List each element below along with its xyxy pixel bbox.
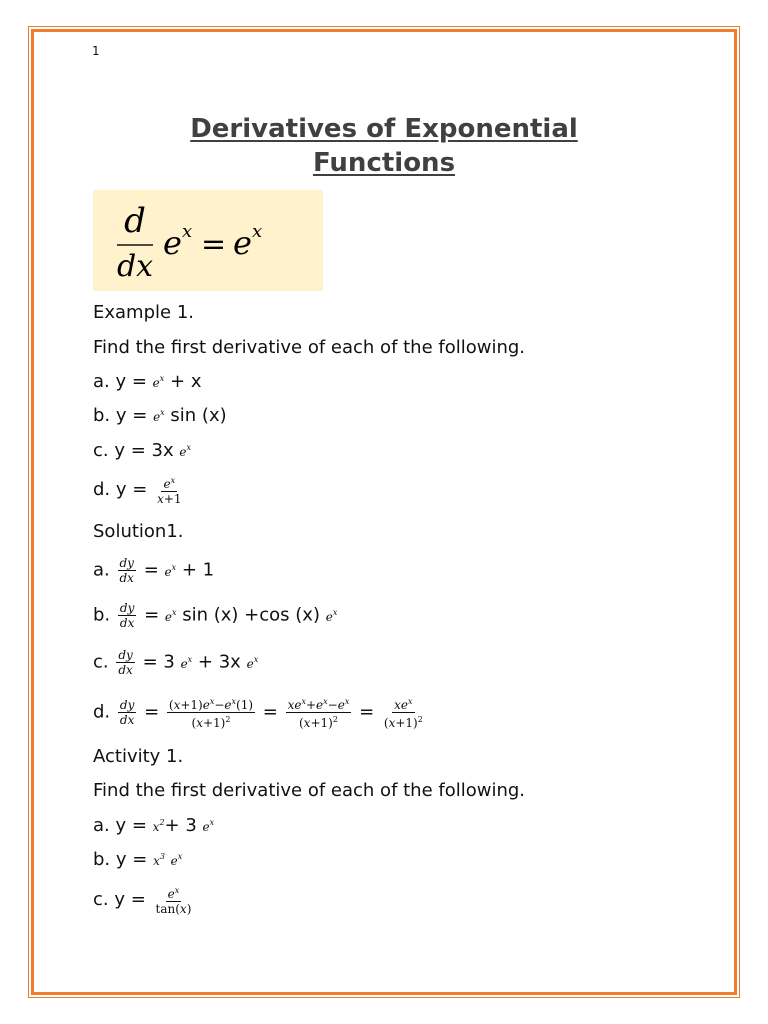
activity-c: c. y = $\frac{e^x}{\tan(x)}$ — [93, 886, 192, 916]
solution-a: a. $\frac{dy}{dx}$ = $e^x + 1$ — [93, 556, 215, 585]
title-line-2: Functions — [312, 148, 456, 178]
rule-x-right: x — [252, 221, 263, 242]
problem-a: a. $y = e^x + x$ — [93, 371, 202, 392]
solution-heading: Solution1. — [93, 521, 184, 542]
page-number: 1 — [92, 44, 100, 58]
solution-c: c. $\frac{dy}{dx}$ = 3 $e^x + 3x$ $e^x$ — [93, 648, 259, 677]
example-heading: Example 1. — [93, 302, 194, 323]
rule-dx: dx — [116, 249, 154, 284]
rule-equals: = — [201, 227, 227, 262]
activity-heading: Activity 1. — [93, 746, 184, 767]
activity-instruction: Find the first derivative of each of the following. — [93, 780, 526, 801]
rule-d: d — [124, 201, 146, 241]
example-instruction: Find the first derivative of each of the following. — [93, 337, 526, 358]
title-line-1: Derivatives of Exponential — [190, 114, 578, 144]
problem-d: d. y = $\frac{e^x}{x+1}$ — [93, 476, 182, 506]
derivative-rule-box — [93, 190, 323, 291]
page-title — [92, 112, 676, 180]
rule-e-left: e — [163, 224, 182, 262]
solution-d: d. $\frac{dy}{dx}$ = $\frac{(x+1)e^x-e^x(1)}{(x+1)^2}$ = $\frac{xe^x+e^x-e^x}{(x+1)^2}$ = $\frac{xe^x}{(x+1)^2}$ — [93, 697, 423, 730]
activity-a: a. $y = x^2+ 3$ $e^x$ — [93, 815, 215, 836]
solution-b: b. $\frac{dy}{dx}$ = $e^x$ sin (x) +cos (x) $e^x$ — [93, 601, 338, 630]
rule-e-right: e — [233, 224, 252, 262]
activity-b: b. $y = x^3$ $e^x$ — [93, 849, 183, 870]
problem-b: b. $y = e^x$ sin (x) — [93, 405, 227, 426]
rule-x-left: x — [182, 221, 193, 242]
derivative-rule-formula — [93, 190, 323, 291]
problem-c: c. y = 3x $e^x$ — [93, 440, 191, 461]
